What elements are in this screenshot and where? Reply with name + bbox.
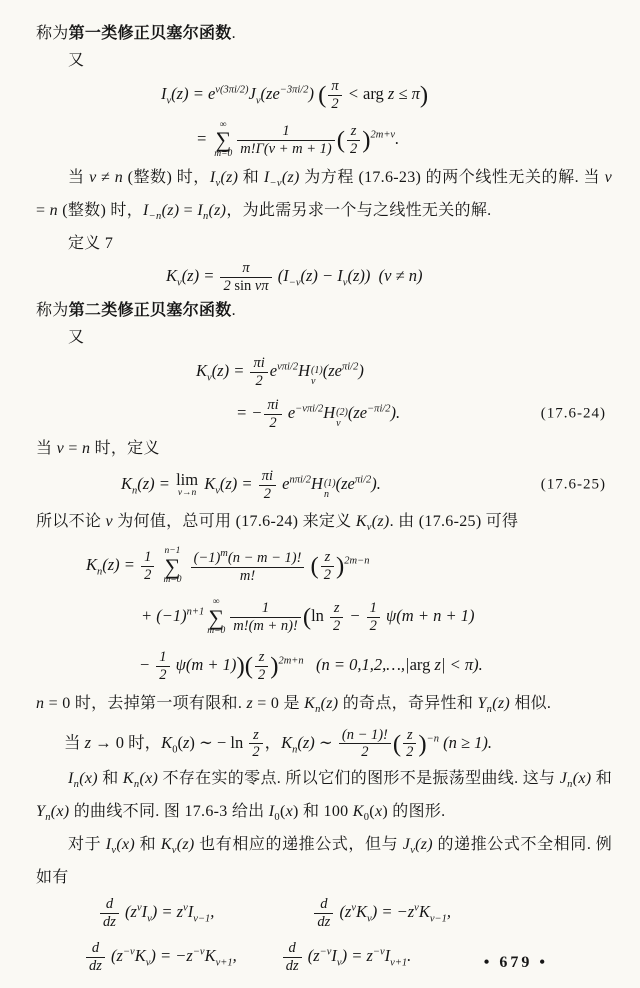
formula-Kv-definition-row <box>36 257 612 297</box>
formula-asymptotic-row <box>36 723 612 765</box>
formula-recurrence-row-1 <box>36 891 612 935</box>
equation-number-17-6-25: (17.6-25) <box>540 476 606 493</box>
formula-recurrence-4: $\frac{d}{dz}$ $(z^{-\nu}I_\nu) = z^{-\nu}I_{\nu+1}$. <box>281 940 412 974</box>
formula-asymptotic-z-to-0: 当 z → 0 时，$K_0(z)$ ∼ − ln $\frac{z}{2}$ ，$K_n(z)$ ∼ $\frac{(n - 1)!}{2}$ ( $\frac{z}{2}$ )$^{-n}$ (n ≥ 1). <box>64 726 493 761</box>
formula-Kn-series-row-1 <box>36 542 612 592</box>
formula-Kn-limit-row <box>36 462 612 508</box>
para-recurrence-intro: 对于 $I_\nu(x)$ 和 $K_\nu(z)$ 也有相应的递推公式，但与 $J_\nu(z)$ 的递推公式不全相同. 例如有 <box>36 836 613 887</box>
line-you-1: 又 <box>68 52 85 69</box>
formula-Kv-hankel-row-1 <box>36 351 612 393</box>
formula-Iv-definition-row <box>36 74 612 116</box>
formula-Kn-series-2: + $(-1)^{n+1}$ ∞ ∑ m=0 $\frac{1}{m!(m + n)!}$ (ln $\frac{z}{2}$ − $\frac{1}{2}$ ψ(m + n + 1) <box>141 597 475 637</box>
para-second-kind-label: 称为第二类修正贝塞尔函数. <box>36 302 236 320</box>
formula-Kn-series-1: $K_n(z)$ = $\frac{1}{2}$ n−1 ∑ m=0 $\frac{(-1)^m(n - m - 1)!}{m!}$ ( $\frac{z}{2}$ )$^{2m-n}$ <box>86 546 370 586</box>
formula-Kn-limit: $K_n(z)$ = lim ν→n $K_\nu(z)$ = $\frac{\pi i}{2}$ $e^{n\pi i/2}H$ (1) n $(ze^{\pi i/2})$. <box>121 468 381 502</box>
para-first-kind-label: 称为第一类修正贝塞尔函数. <box>36 25 236 42</box>
formula-Kv-hankel-1: $K_\nu(z)$ = $\frac{\pi i}{2}$ $e^{\nu\pi i/2}H$ (1) ν $(ze^{\pi i/2})$ <box>196 355 364 389</box>
formula-Kn-series-3: − $\frac{1}{2}$ ψ(m + 1))( $\frac{z}{2}$ )$^{2m+n}$ (n = 0,1,2,…,|arg z| < π). <box>139 649 483 684</box>
para-no-real-zeros: $I_n(x)$ 和 $K_n(x)$ 不存在实的零点. 所以它们的图形不是振荡型曲线. 这与 $J_n(x)$ 和 $Y_n(x)$ 的曲线不同. 图 17.6-3 给出 $I_0(x)$ 和 100 $K_0(x)$ 的图形. <box>36 769 613 824</box>
formula-Kv-hankel-2: = − $\frac{\pi i}{2}$ $e^{-\nu\pi i/2}H$ (2) ν $(ze^{-\pi i/2})$. <box>236 397 401 431</box>
para-n-zero-note: n = 0 时，去掉第一项有限和. z = 0 是 $K_n(z)$ 的奇点，奇异性和 $Y_n(z)$ 相似. <box>36 694 552 715</box>
line-you-2: 又 <box>68 329 85 347</box>
para-so-define: 所以不论 ν 为何值，总可用 (17.6-24) 来定义 $K_\nu(z)$. 由 (17.6-25) 可得 <box>36 513 519 534</box>
formula-Kn-series-row-3 <box>36 644 612 690</box>
formula-Iv-series-row <box>36 116 612 164</box>
formula-recurrence-2: $\frac{d}{dz}$ $(z^\nu K_\nu) = -z^\nu K_{\nu-1}$, <box>312 896 451 930</box>
para-when-v-equals-n: 当 ν = n 时，定义 <box>36 440 160 458</box>
page-number: • 679 • <box>483 954 548 971</box>
formula-recurrence-3: $\frac{d}{dz}$ $(z^{-\nu}K_\nu) = -z^{-\nu}K_{\nu+1}$, <box>84 940 237 974</box>
formula-recurrence-1: $\frac{d}{dz}$ $(z^\nu I_\nu) = z^\nu I_{\nu-1}$, <box>98 896 214 930</box>
formula-Kn-series-row-2 <box>36 592 612 644</box>
equation-number-17-6-24: (17.6-24) <box>540 405 606 422</box>
formula-Kv-hankel-row-2 <box>36 393 612 435</box>
para-linear-independence: 当 ν ≠ n (整数) 时，$I_\nu(z)$ 和 $I_{-\nu}(z)$ 为方程 (17.6-23) 的两个线性无关的解. 当 ν = n (整数) 时，$I_{-n}(z) = I_n(z)$，为此需另求一个与之线性无关的解. <box>36 169 612 223</box>
formula-Iv-series: = ∞ ∑ m=0 $\frac{1}{m!\Gamma(\nu + m + 1)}$ ( $\frac{z}{2}$ )$^{2m+\nu}$. <box>196 119 400 159</box>
formula-Kv-definition: $K_\nu(z)$ = $\frac{\pi}{\text{2 sin νπ}}$ $(I_{-\nu}(z) - I_\nu(z)) (\nu \ne n)$ <box>166 260 423 294</box>
heading-definition-7: 定义 7 <box>68 235 114 253</box>
formula-Iv-definition: $I_\nu(z) = e^{\nu(3\pi i/2)}J_\nu(ze^{-3\pi i/2})$ ( $\frac{\pi}{2}$ < arg z ≤ π) <box>161 77 429 112</box>
